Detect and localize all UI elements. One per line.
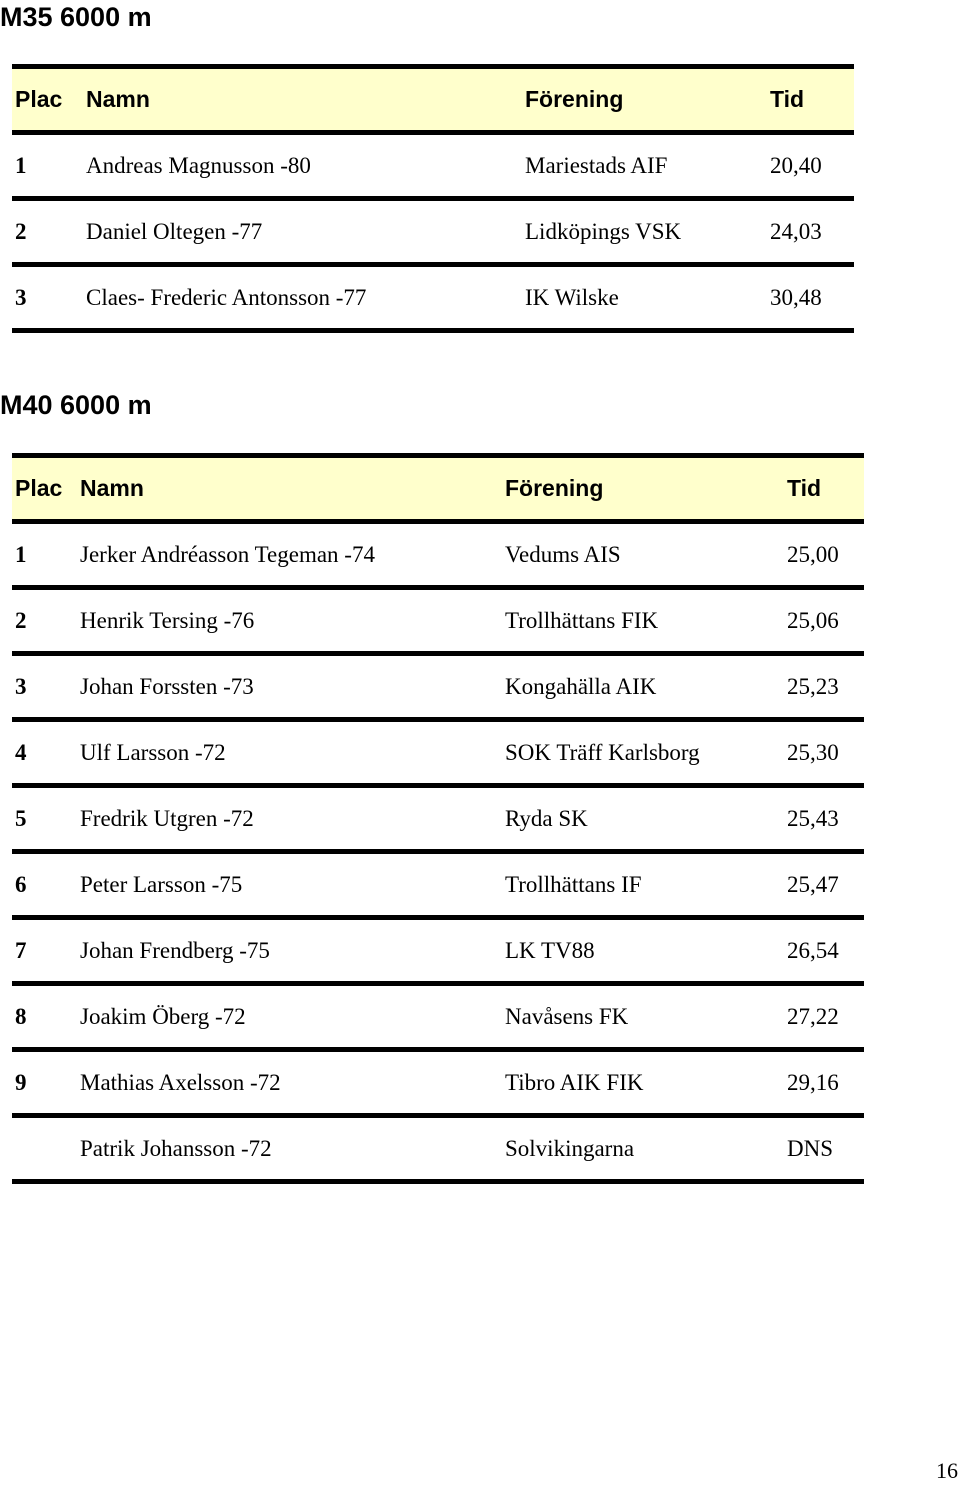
header-tid: Tid <box>787 475 822 501</box>
table-row <box>12 135 854 196</box>
section-title-m40: M40 6000 m <box>0 390 152 420</box>
cell-tid: 25,43 <box>787 805 839 831</box>
results-table-m35 <box>12 64 854 333</box>
table-row <box>12 201 854 262</box>
cell-namn: Mathias Axelsson -72 <box>80 1069 281 1095</box>
cell-namn: Joakim Öberg -72 <box>80 1003 246 1029</box>
cell-forening: IK Wilske <box>525 284 619 310</box>
section-title-m35: M35 6000 m <box>0 2 152 32</box>
cell-namn: Henrik Tersing -76 <box>80 607 255 633</box>
table-rule <box>12 328 854 333</box>
cell-forening: Trollhättans FIK <box>505 607 659 633</box>
cell-forening: LK TV88 <box>505 937 595 963</box>
page-number: 16 <box>936 1458 958 1483</box>
results-table-m40 <box>12 453 864 1184</box>
cell-forening: Vedums AIS <box>505 541 621 567</box>
table-row <box>12 788 864 849</box>
cell-tid: DNS <box>787 1135 834 1161</box>
cell-forening: Kongahälla AIK <box>505 673 657 699</box>
cell-tid: 25,47 <box>787 871 839 897</box>
cell-namn: Johan Forssten -73 <box>80 673 254 699</box>
table-row <box>12 590 864 651</box>
cell-plac: 8 <box>15 1003 27 1029</box>
cell-forening: Tibro AIK FIK <box>505 1069 644 1095</box>
cell-namn: Andreas Magnusson -80 <box>86 152 311 178</box>
table-row <box>12 986 864 1047</box>
cell-namn: Daniel Oltegen -77 <box>86 218 263 244</box>
table-row <box>12 1052 864 1113</box>
header-namn: Namn <box>80 475 144 501</box>
cell-plac: 7 <box>15 937 27 963</box>
cell-tid: 26,54 <box>787 937 839 963</box>
cell-tid: 25,23 <box>787 673 839 699</box>
header-namn: Namn <box>86 86 150 112</box>
header-forening: Förening <box>505 475 604 501</box>
cell-plac: 4 <box>15 739 27 765</box>
cell-plac: 3 <box>15 284 27 310</box>
cell-tid: 25,06 <box>787 607 839 633</box>
cell-tid: 20,40 <box>770 152 822 178</box>
table-row <box>12 920 864 981</box>
cell-tid: 30,48 <box>770 284 822 310</box>
table-row <box>12 524 864 585</box>
cell-plac: 5 <box>15 805 27 831</box>
cell-namn: Patrik Johansson -72 <box>80 1135 272 1161</box>
cell-namn: Jerker Andréasson Tegeman -74 <box>80 541 375 567</box>
cell-tid: 25,30 <box>787 739 839 765</box>
cell-forening: SOK Träff Karlsborg <box>505 739 700 765</box>
table-row <box>12 854 864 915</box>
cell-tid: 25,00 <box>787 541 839 567</box>
header-plac: Plac <box>15 475 63 501</box>
cell-plac: 3 <box>15 673 27 699</box>
table-header-row <box>12 458 864 519</box>
cell-plac: 1 <box>15 152 27 178</box>
table-row <box>12 722 864 783</box>
table-rule <box>12 1179 864 1184</box>
cell-tid: 27,22 <box>787 1003 839 1029</box>
cell-plac: 2 <box>15 607 27 633</box>
cell-plac: 6 <box>15 871 27 897</box>
table-row <box>12 656 864 717</box>
cell-forening: Mariestads AIF <box>525 152 668 178</box>
table-row <box>12 1118 864 1179</box>
cell-forening: Ryda SK <box>505 805 588 831</box>
header-tid: Tid <box>770 86 805 112</box>
cell-plac: 2 <box>15 218 27 244</box>
cell-forening: Lidköpings VSK <box>525 218 682 244</box>
cell-namn: Claes- Frederic Antonsson -77 <box>86 284 367 310</box>
cell-plac: 1 <box>15 541 27 567</box>
cell-tid: 29,16 <box>787 1069 839 1095</box>
cell-namn: Peter Larsson -75 <box>80 871 243 897</box>
cell-tid: 24,03 <box>770 218 822 244</box>
cell-namn: Johan Frendberg -75 <box>80 937 270 963</box>
cell-namn: Ulf Larsson -72 <box>80 739 226 765</box>
header-forening: Förening <box>525 86 624 112</box>
cell-forening: Solvikingarna <box>505 1135 635 1161</box>
table-header-row <box>12 69 854 130</box>
table-row <box>12 267 854 328</box>
header-plac: Plac <box>15 86 63 112</box>
cell-forening: Navåsens FK <box>505 1003 629 1029</box>
cell-namn: Fredrik Utgren -72 <box>80 805 254 831</box>
cell-plac: 9 <box>15 1069 27 1095</box>
cell-forening: Trollhättans IF <box>505 871 642 897</box>
